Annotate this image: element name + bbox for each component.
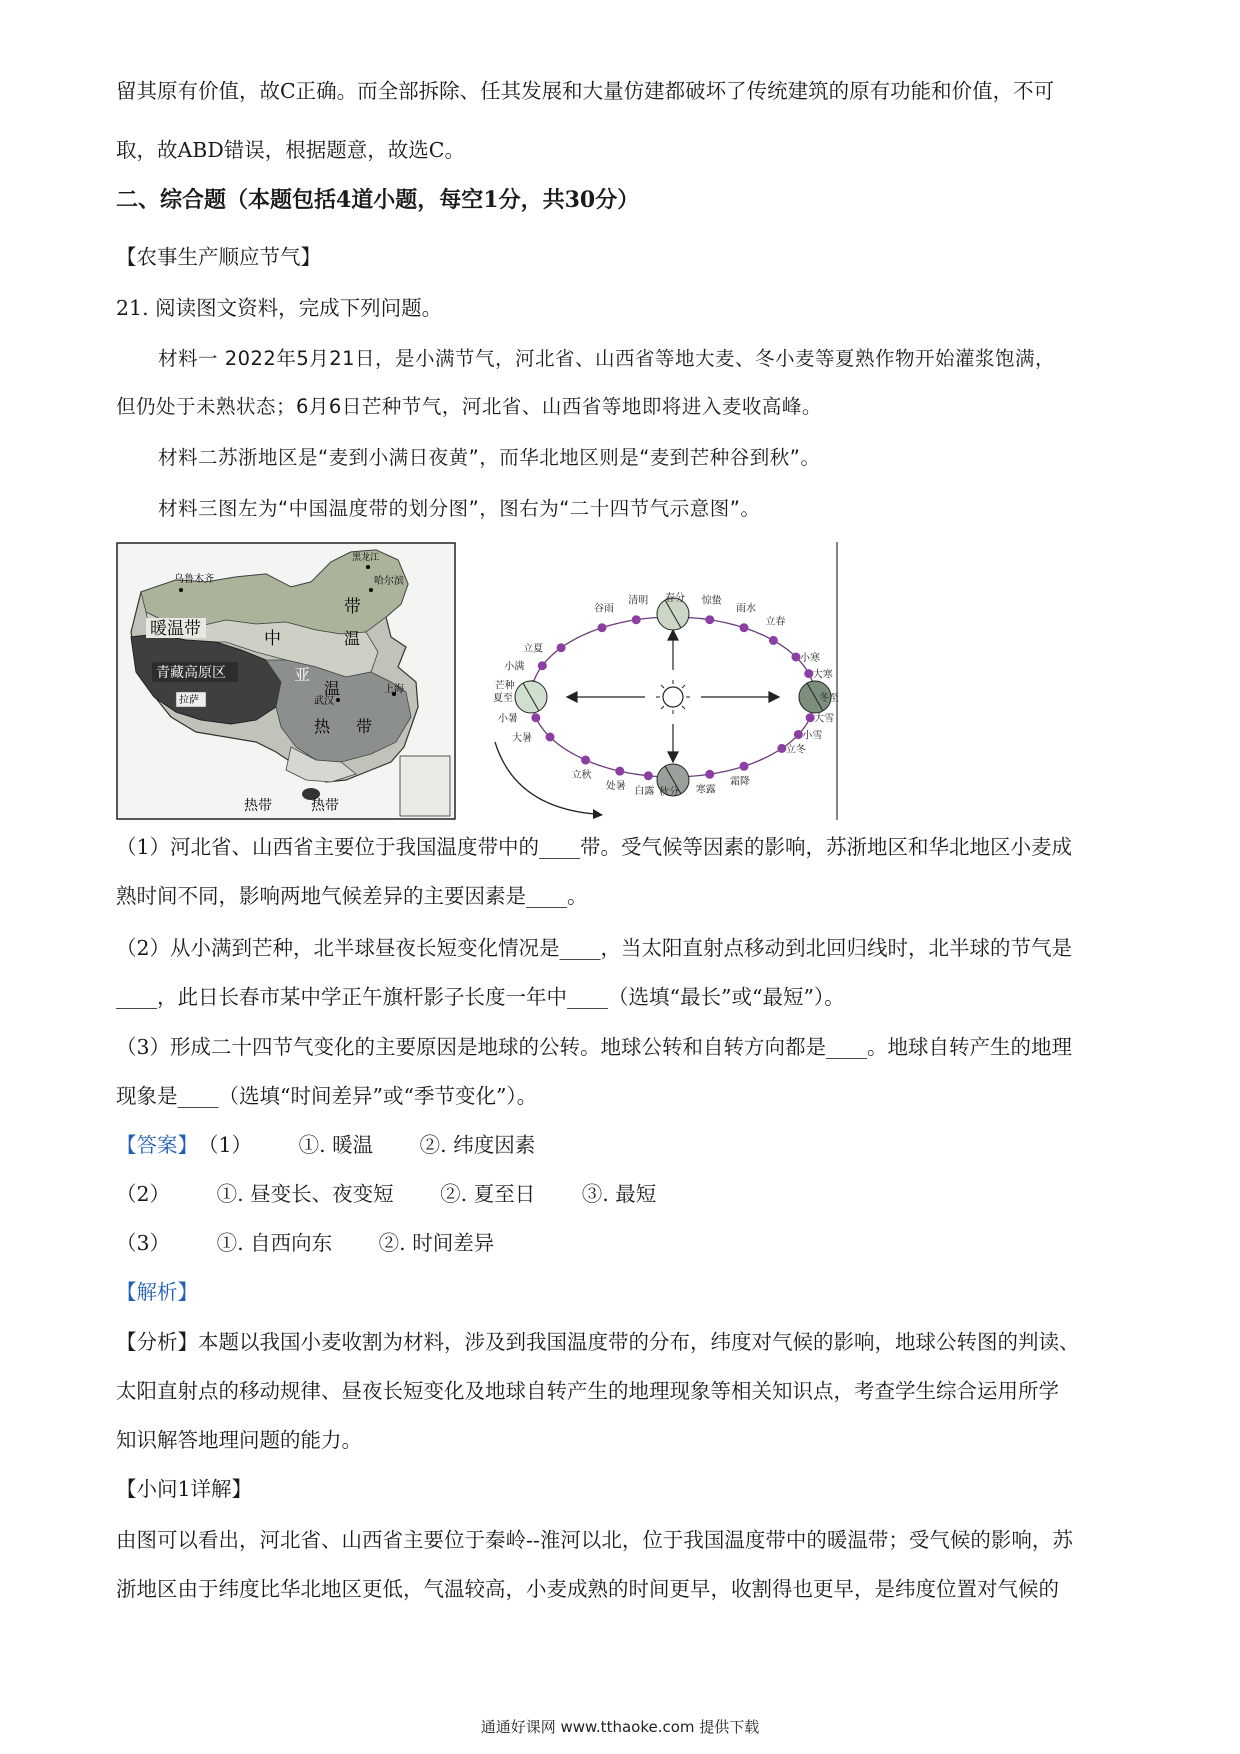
- detail-line: 浙地区由于纬度比华北地区更低，气温较高，小麦成熟的时间更早，收割得也更早，是纬度位置对气候的: [116, 1577, 1059, 1601]
- answer-num: （2）: [116, 1182, 171, 1206]
- map-label: 带: [356, 717, 373, 736]
- map-label: 乌鲁木齐: [174, 574, 214, 585]
- temperature-zone-map: [116, 542, 456, 820]
- solar-term-label: 小寒: [799, 653, 820, 664]
- solar-term-label: 立秋: [571, 770, 592, 782]
- map-label: 温: [324, 679, 341, 698]
- answer-row-3: [116, 1229, 494, 1257]
- map-label: 中: [264, 629, 281, 649]
- orbit-dot: [557, 643, 566, 652]
- question-1-line: （1）河北省、山西省主要位于我国温度带中的____带。受气候等因素的影响，苏浙地区和华北地区小麦成: [116, 835, 1073, 859]
- question-2-line: ____，此日长春市某中学正午旗杆影子长度一年中____（选填“最长”或“最短”）。: [116, 985, 845, 1009]
- orbit-dot: [615, 767, 624, 776]
- orbit-dot: [740, 762, 749, 771]
- answer-item: ①. 自西向东: [216, 1231, 333, 1255]
- solar-term-label: 春分: [665, 593, 685, 604]
- footer: 通通好课网 www.tthaoke.com 提供下载: [480, 1718, 760, 1736]
- answer-row-2: [116, 1180, 656, 1208]
- map-label: 热带: [311, 798, 339, 814]
- orbit-dot: [538, 661, 547, 670]
- solar-term-label: 大寒: [812, 669, 833, 681]
- material-1-line: 但仍处于未熟状态；6月6日芒种节气，河北省、山西省等地即将进入麦收高峰。: [116, 395, 822, 418]
- solar-term-label: 夏至: [493, 693, 513, 704]
- map-label: 拉萨: [179, 695, 199, 706]
- material-3: 材料三图左为“中国温度带的划分图”，图右为“二十四节气示意图”。: [158, 497, 761, 520]
- map-label: 哈尔滨: [374, 576, 404, 587]
- orbit-dot: [740, 623, 749, 632]
- map-label: 热带: [244, 798, 272, 814]
- solar-term-label: 小满: [504, 661, 525, 673]
- question-21: 21. 阅读图文资料，完成下列问题。: [116, 296, 443, 320]
- map-label: 带: [344, 597, 361, 617]
- section-title: 二、综合题（本题包括4道小题，每空1分，共30分）: [116, 187, 640, 213]
- orbit-dot: [769, 636, 778, 645]
- solar-term-label: 雨水: [736, 603, 756, 615]
- answer-item: ③. 最短: [581, 1182, 657, 1206]
- paragraph-line: 取，故ABD错误，根据题意，故选C。: [116, 138, 465, 162]
- map-label: 热: [314, 717, 331, 736]
- sun-icon: [656, 680, 690, 714]
- solar-term-label: 小雪: [802, 730, 823, 742]
- map-label: 亚: [294, 665, 311, 684]
- solar-term-label: 大暑: [512, 733, 533, 744]
- solar-term-label: 处暑: [605, 781, 626, 793]
- material-2: 材料二苏浙地区是“麦到小满日夜黄”，而华北地区则是“麦到芒种谷到秋”。: [158, 446, 821, 469]
- solar-term-label: 清明: [628, 595, 649, 607]
- orbit-dot: [531, 713, 540, 722]
- solar-term-label: 冬至: [819, 693, 839, 704]
- subquestion-heading: 【小问1详解】: [116, 1477, 253, 1501]
- solar-term-label: 谷雨: [594, 603, 614, 615]
- question-3-line: 现象是____（选填“时间差异”或“季节变化”）。: [116, 1084, 538, 1108]
- solar-term-label: 霜降: [730, 776, 750, 788]
- answer-item: ①. 暖温: [298, 1133, 374, 1157]
- solar-term-label: 立夏: [523, 643, 544, 655]
- answer-num: （3）: [116, 1231, 171, 1255]
- answer-item: ①. 昼变长、夜变短: [216, 1182, 394, 1206]
- solar-terms-diagram: [475, 542, 855, 820]
- analysis-line: 知识解答地理问题的能力。: [116, 1428, 362, 1452]
- orbit-dot: [632, 615, 641, 624]
- detail-line: 由图可以看出，河北省、山西省主要位于秦岭--淮河以北，位于我国温度带中的暖温带；受气候的影响，苏: [116, 1528, 1073, 1552]
- map-label: 武汉: [314, 696, 334, 707]
- map-label: 上海: [384, 684, 404, 695]
- analysis-line: 太阳直射点的移动规律、昼夜长短变化及地球自转产生的地理现象等相关知识点，考查学生综合运用所学: [116, 1379, 1059, 1403]
- orbit-dot: [705, 770, 714, 779]
- orbit-dot: [546, 733, 555, 742]
- solar-term-label: 大雪: [814, 713, 835, 725]
- orbit-dot: [598, 623, 607, 632]
- answer-item: ②. 夏至日: [440, 1182, 536, 1206]
- orbit-dot: [705, 615, 714, 624]
- topic-heading: 【农事生产顺应节气】: [116, 245, 321, 269]
- analysis-label: 【解析】: [116, 1280, 198, 1304]
- answer-row-1: [116, 1131, 535, 1159]
- question-3-line: （3）形成二十四节气变化的主要原因是地球的公转。地球公转和自转方向都是____。地球自转产生的地理: [116, 1035, 1073, 1059]
- solar-term-label: 小暑: [497, 713, 518, 725]
- orbit-dot: [644, 771, 653, 780]
- answer-num: （1）: [198, 1133, 253, 1157]
- map-label: 暖温带: [150, 619, 201, 639]
- analysis-line: 【分析】本题以我国小麦收割为材料，涉及到我国温度带的分布，纬度对气候的影响，地球公转图的判读、: [116, 1330, 1080, 1354]
- map-label: 青藏高原区: [156, 665, 226, 681]
- solar-term-label: 立春: [765, 616, 786, 628]
- answer-item: ②. 时间差异: [378, 1231, 495, 1255]
- paragraph-line: 留其原有价值，故C正确。而全部拆除、任其发展和大量仿建都破坏了传统建筑的原有功能和价值，不可: [116, 79, 1055, 103]
- answer-item: ②. 纬度因素: [419, 1133, 536, 1157]
- solar-term-label: 芒种: [494, 680, 515, 692]
- orbit-dot: [581, 756, 590, 765]
- solar-term-label: 白露: [634, 785, 655, 797]
- solar-term-label: 惊蛰: [701, 595, 722, 607]
- solar-term-label: 寒露: [695, 784, 716, 796]
- question-2-line: （2）从小满到芒种，北半球昼夜长短变化情况是____，当太阳直射点移动到北回归线时，北半球的节气是: [116, 936, 1073, 960]
- map-label: 温: [344, 629, 361, 648]
- solar-term-label: 秋分: [659, 787, 679, 798]
- map-label: 黑龙江: [352, 553, 380, 563]
- solar-term-label: 立冬: [785, 744, 806, 756]
- answer-label: 【答案】: [116, 1133, 198, 1157]
- question-1-line: 熟时间不同，影响两地气候差异的主要因素是____。: [116, 884, 588, 908]
- material-1-line: 材料一 2022年5月21日，是小满节气，河北省、山西省等地大麦、冬小麦等夏熟作物开始灌浆饱满，: [158, 347, 1056, 370]
